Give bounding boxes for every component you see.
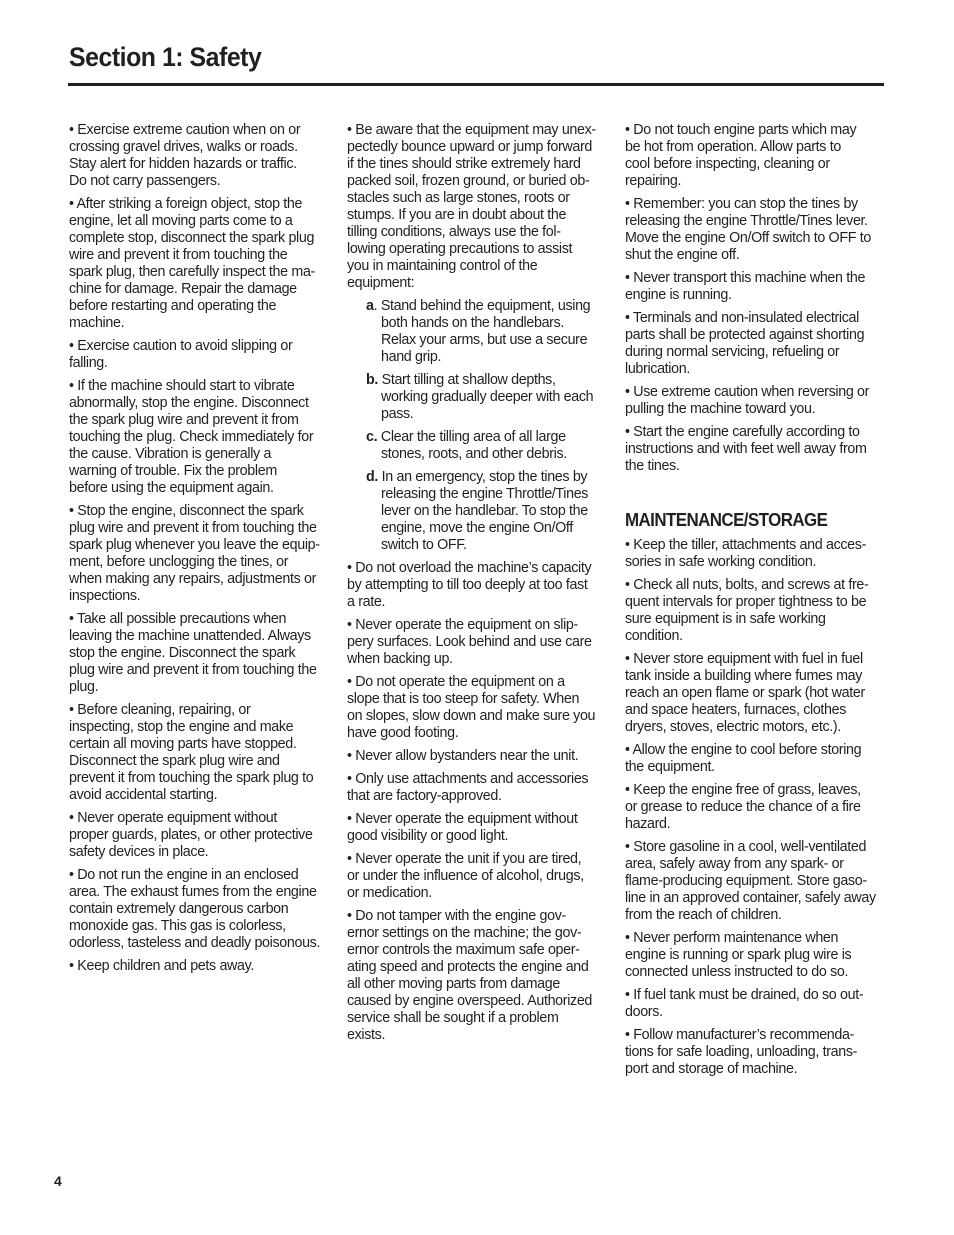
bullet-item: • Do not run the engine in an enclosed area. The exhaust fumes from the engine contain extremely dangerous carbon monoxide gas. This gas is colorless, odorless, tasteless and deadly poisonous. bbox=[69, 867, 321, 951]
title-divider bbox=[68, 83, 884, 86]
bullet-item: • Take all possible precautions when leaving the machine unattended. Always stop the engine. Disconnect the spark plug wire and prevent it from touching the plug. bbox=[69, 611, 317, 695]
column-3 bbox=[625, 122, 887, 1084]
sub-item-letter: c. bbox=[366, 429, 378, 445]
bullet-item: • Keep children and pets away. bbox=[69, 958, 254, 974]
bullet-item: • Never operate the equipment without good visibility or good light. bbox=[347, 811, 578, 844]
bullet-item: • Do not touch engine parts which may be hot from operation. Allow parts to cool before inspecting, cleaning or repairing. bbox=[625, 122, 857, 189]
sub-item bbox=[347, 429, 609, 463]
bullet-item: • Never operate equipment without proper guards, plates, or other protective safety devices in place. bbox=[69, 810, 313, 860]
bullet-item: • Be aware that the equipment may unex- pectedly bounce upward or jump forward if the tines should strike extremely hard packed soil, frozen ground, or buried ob- stacles such as large stones, roots or stumps. If you are in doubt about the tilling conditions, always use the fol- lowing operating precautions to assist you in maintaining control of the equipment: bbox=[347, 122, 596, 291]
bullet-item: • Never transport this machine when the engine is running. bbox=[625, 270, 866, 303]
bullet-item: • Never operate the equipment on slip- pery surfaces. Look behind and use care when backing up. bbox=[347, 617, 592, 667]
bullet-item: • Start the engine carefully according to instructions and with feet well away from the tines. bbox=[625, 424, 867, 474]
bullet-item: • Do not operate the equipment on a slope that is too steep for safety. When on slopes, slow down and make sure you have good footing. bbox=[347, 674, 596, 741]
column-1 bbox=[69, 122, 331, 981]
bullet-item: • Never operate the unit if you are tired, or under the influence of alcohol, drugs, or medication. bbox=[347, 851, 584, 901]
sub-item-text: Clear the tilling area of all large stones, roots, and other debris. bbox=[380, 429, 567, 462]
bullet-item: • Before cleaning, repairing, or inspecting, stop the engine and make certain all moving parts have stopped. Disconnect the spark plug wire and prevent it from touching the spark plug to avoid accidental starting. bbox=[69, 702, 314, 803]
bullet-item: • Exercise extreme caution when on or crossing gravel drives, walks or roads. Stay alert for hidden hazards or traffic. Do not carry passengers. bbox=[69, 122, 301, 189]
sub-item bbox=[347, 469, 609, 554]
bullet-item: • Exercise caution to avoid slipping or falling. bbox=[69, 338, 293, 371]
bullet-item: • If fuel tank must be drained, do so out- doors. bbox=[625, 987, 864, 1020]
bullet-item: • Check all nuts, bolts, and screws at fre- quent intervals for proper tightness to be sure equipment is in safe working condition. bbox=[625, 577, 869, 644]
sub-item-text: In an emergency, stop the tines by releasing the engine Throttle/Tines lever on the handlebar. To stop the engine, move the engine On/Off switch to OFF. bbox=[381, 469, 589, 553]
sub-item-text: Start tilling at shallow depths, working gradually deeper with each pass. bbox=[381, 372, 594, 422]
bullet-item: • If the machine should start to vibrate abnormally, stop the engine. Disconnect the spark plug wire and prevent it from touching the plug. Check immediately for the cause. Vibration is generally a warning of trouble. Fix the problem before using the equipment again. bbox=[69, 378, 314, 496]
bullet-item: • Keep the engine free of grass, leaves, or grease to reduce the chance of a fire hazard. bbox=[625, 782, 861, 832]
bullet-item: • Do not tamper with the engine gov- ernor settings on the machine; the gov- ernor controls the maximum safe oper- ating speed and protects the engine and all other moving parts from damage caused by engine overspeed. Authorized service shall be sought if a problem exists. bbox=[347, 908, 593, 1043]
bullet-item: • Use extreme caution when reversing or pulling the machine toward you. bbox=[625, 384, 870, 417]
bullet-item: • Terminals and non-insulated electrical parts shall be protected against shorting during normal servicing, refueling or lubrication. bbox=[625, 310, 865, 377]
bullet-item: • Allow the engine to cool before storing the equipment. bbox=[625, 742, 862, 775]
section-title: Section 1: Safety bbox=[69, 42, 262, 72]
bullet-item: • Remember: you can stop the tines by releasing the engine Throttle/Tines lever. Move the engine On/Off switch to OFF to shut the engine off. bbox=[625, 196, 871, 263]
bullet-item: • Never perform maintenance when engine is running or spark plug wire is connected unless instructed to do so. bbox=[625, 930, 852, 980]
bullet-item: • Follow manufacturer’s recommenda- tions for safe loading, unloading, trans- port and storage of machine. bbox=[625, 1027, 858, 1077]
bullet-item: • Store gasoline in a cool, well-ventilated area, safely away from any spark- or flame-producing equipment. Store gaso- line in an approved container, safely away from the reach of children. bbox=[625, 839, 876, 923]
bullet-item: • Only use attachments and accessories that are factory-approved. bbox=[347, 771, 589, 804]
column-2 bbox=[347, 122, 609, 1050]
sub-item-letter: a bbox=[366, 298, 374, 314]
bullet-item: • Never store equipment with fuel in fuel tank inside a building where fumes may reach an open flame or spark (hot water and space heaters, furnaces, clothes dryers, stoves, electric motors, etc.). bbox=[625, 651, 865, 735]
bullet-item: • Never allow bystanders near the unit. bbox=[347, 748, 579, 764]
sub-item-text: . Stand behind the equipment, using both hands on the handlebars. Relax your arms, but use a secure hand grip. bbox=[373, 298, 591, 365]
maintenance-heading: MAINTENANCE/STORAGE bbox=[625, 510, 828, 530]
bullet-item: • Do not overload the machine’s capacity by attempting to till too deeply at too fast a rate. bbox=[347, 560, 592, 610]
page-number: 4 bbox=[54, 1173, 62, 1189]
bullet-item: • Keep the tiller, attachments and acces- sories in safe working condition. bbox=[625, 537, 866, 570]
sub-item-letter: b. bbox=[366, 372, 379, 388]
bullet-item: • Stop the engine, disconnect the spark plug wire and prevent it from touching the spark plug whenever you leave the equip- ment, before unclogging the tines, or when making any repairs, adjustments or inspections. bbox=[69, 503, 320, 604]
sub-item bbox=[347, 298, 609, 366]
bullet-item: • After striking a foreign object, stop the engine, let all moving parts come to a complete stop, disconnect the spark plug wire and prevent it from touching the spark plug, then carefully inspect the ma- chine for damage. Repair the damage before restarting and operating the machine. bbox=[69, 196, 315, 331]
sub-item bbox=[347, 372, 609, 423]
sub-item-letter: d. bbox=[366, 469, 379, 485]
